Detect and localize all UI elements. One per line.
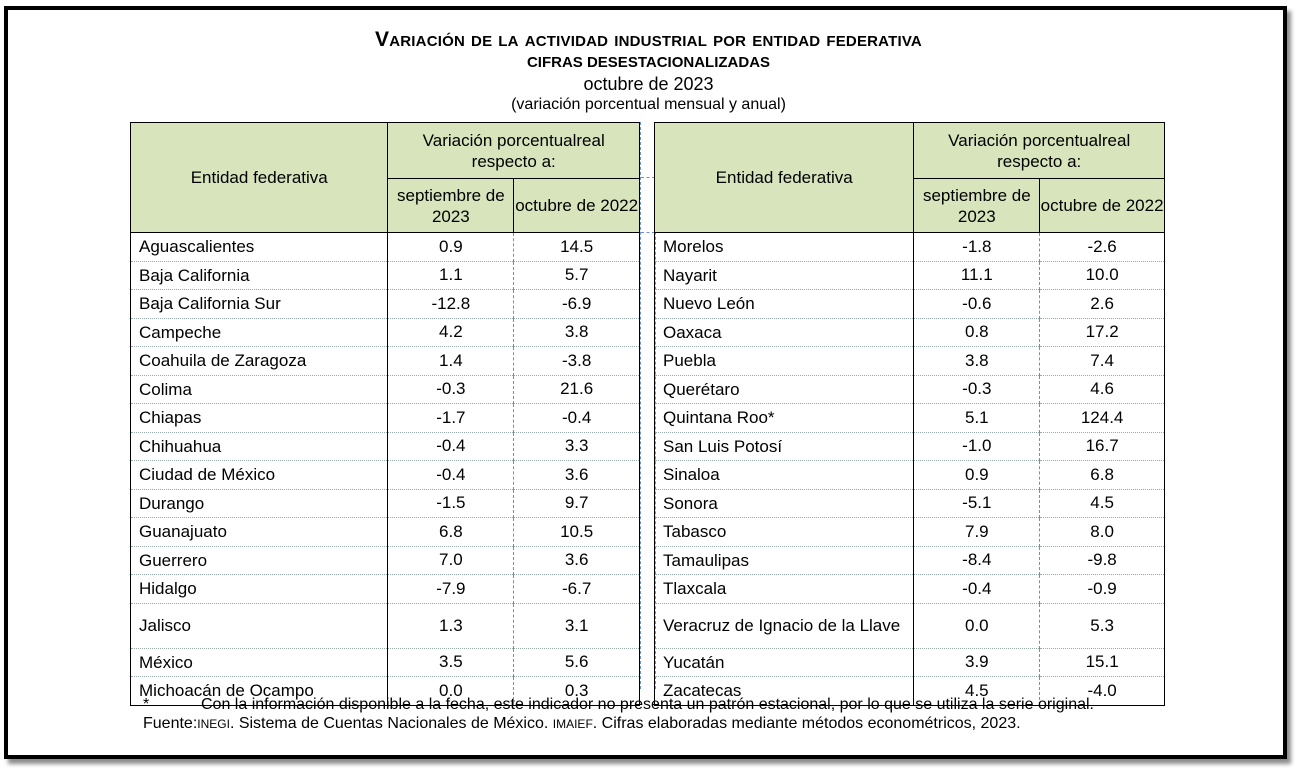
monthly-value: -1.8 [914, 233, 1040, 262]
table-row [655, 404, 1165, 433]
entity-name: Tamaulipas [655, 546, 914, 575]
monthly-value: 6.8 [388, 518, 514, 547]
monthly-value: -1.5 [388, 489, 514, 518]
annual-value: -4.0 [1040, 677, 1165, 706]
entity-name: Ciudad de México [131, 461, 388, 490]
entity-name: Baja California [131, 261, 388, 290]
annual-value: 4.5 [1040, 489, 1165, 518]
monthly-value: 4.2 [388, 318, 514, 347]
left-table [130, 122, 640, 706]
table-row [655, 518, 1165, 547]
table-row [655, 261, 1165, 290]
table-row [655, 347, 1165, 376]
entity-name: Yucatán [655, 648, 914, 677]
table-row [131, 290, 640, 319]
annual-value: 15.1 [1040, 648, 1165, 677]
entity-name: Coahuila de Zaragoza [131, 347, 388, 376]
monthly-value: -1.0 [914, 432, 1040, 461]
table-row [655, 290, 1165, 319]
monthly-value: 4.5 [914, 677, 1040, 706]
table-row [131, 261, 640, 290]
monthly-value: -7.9 [388, 575, 514, 604]
annual-value: 17.2 [1040, 318, 1165, 347]
annual-value: 3.8 [514, 318, 640, 347]
annual-header: octubre de 2022 [514, 179, 640, 233]
entity-name: Guerrero [131, 546, 388, 575]
entity-name: Nuevo León [655, 290, 914, 319]
annual-value: 7.4 [1040, 347, 1165, 376]
monthly-value: -5.1 [914, 489, 1040, 518]
monthly-header: septiembre de 2023 [914, 179, 1040, 233]
annual-value: 10.0 [1040, 261, 1165, 290]
table-units: (variación porcentual mensual y anual) [511, 96, 786, 113]
annual-header: octubre de 2022 [1040, 179, 1165, 233]
monthly-value: -0.4 [914, 575, 1040, 604]
annual-value: -6.9 [514, 290, 640, 319]
table-row [655, 546, 1165, 575]
monthly-value: -0.4 [388, 461, 514, 490]
source-text: . Sistema de Cuentas Nacionales de México. [229, 715, 553, 732]
entity-name: Guanajuato [131, 518, 388, 547]
table-row [655, 318, 1165, 347]
table-row [131, 518, 640, 547]
annual-value: 3.6 [514, 546, 640, 575]
entity-name: Chiapas [131, 404, 388, 433]
monthly-value: 3.8 [914, 347, 1040, 376]
annual-value: 124.4 [1040, 404, 1165, 433]
table-row [131, 432, 640, 461]
table-row [131, 575, 640, 604]
monthly-value: -0.6 [914, 290, 1040, 319]
monthly-value: 5.1 [914, 404, 1040, 433]
annual-value: 3.3 [514, 432, 640, 461]
entity-name: San Luis Potosí [655, 432, 914, 461]
table-row [131, 603, 640, 648]
table-row [655, 648, 1165, 677]
monthly-value: 7.0 [388, 546, 514, 575]
monthly-value: 0.0 [388, 677, 514, 706]
annual-value: -0.4 [514, 404, 640, 433]
annual-value: 6.8 [1040, 461, 1165, 490]
annual-value: 5.6 [514, 648, 640, 677]
table-row [131, 489, 640, 518]
entity-name: Aguascalientes [131, 233, 388, 262]
monthly-value: -0.3 [388, 375, 514, 404]
table-row [655, 575, 1165, 604]
footnote-text: Con la información disponible a la fecha, este indicador no presenta un patrón estacional, por lo que se utiliza la serie original. [201, 696, 1094, 713]
entity-name: Zacatecas [655, 677, 914, 706]
annual-value: 3.1 [514, 603, 640, 648]
entity-name: Querétaro [655, 375, 914, 404]
monthly-value: 1.4 [388, 347, 514, 376]
table-title: Variación de la actividad industrial por entidad federativa [375, 28, 922, 51]
entity-name: Sinaloa [655, 461, 914, 490]
entity-header: Entidad federativa [131, 123, 388, 233]
annual-value: 10.5 [514, 518, 640, 547]
monthly-value: -1.7 [388, 404, 514, 433]
entity-name: Colima [131, 375, 388, 404]
monthly-value: -0.4 [388, 432, 514, 461]
table-row [131, 648, 640, 677]
table-row [131, 318, 640, 347]
annual-value: 8.0 [1040, 518, 1165, 547]
right-table [654, 122, 1165, 706]
table-notes [143, 695, 1094, 734]
entity-name: Sonora [655, 489, 914, 518]
source-org: INEGI [197, 717, 230, 731]
entity-name: Tlaxcala [655, 575, 914, 604]
table-row [655, 233, 1165, 262]
annual-value: 2.6 [1040, 290, 1165, 319]
entity-header: Entidad federativa [655, 123, 914, 233]
table-row [655, 432, 1165, 461]
monthly-value: -12.8 [388, 290, 514, 319]
entity-name: Michoacán de Ocampo [131, 677, 388, 706]
entity-name: Durango [131, 489, 388, 518]
table-row [655, 461, 1165, 490]
entity-name: Hidalgo [131, 575, 388, 604]
table-row [655, 375, 1165, 404]
footnote-marker: * [143, 696, 150, 713]
annual-value: 0.3 [514, 677, 640, 706]
monthly-value: 0.8 [914, 318, 1040, 347]
table-row [131, 404, 640, 433]
monthly-value: -8.4 [914, 546, 1040, 575]
entity-name: Campeche [131, 318, 388, 347]
monthly-value: 1.1 [388, 261, 514, 290]
table-row [131, 347, 640, 376]
entity-name: Tabasco [655, 518, 914, 547]
entity-name: Nayarit [655, 261, 914, 290]
source-text-end: . Cifras elaboradas mediante métodos econométricos, 2023. [592, 715, 1021, 732]
entity-name: Jalisco [131, 603, 388, 648]
monthly-value: 0.0 [914, 603, 1040, 648]
entity-name: Quintana Roo* [655, 404, 914, 433]
monthly-value: 0.9 [914, 461, 1040, 490]
annual-value: -9.8 [1040, 546, 1165, 575]
monthly-value: 3.5 [388, 648, 514, 677]
monthly-value: -0.3 [914, 375, 1040, 404]
table-subtitle: CIFRAS DESESTACIONALIZADAS [526, 54, 771, 71]
table-row [655, 489, 1165, 518]
entity-name: México [131, 648, 388, 677]
annual-value: 5.3 [1040, 603, 1165, 648]
source-label: Fuente: [143, 715, 198, 732]
table-row [131, 375, 640, 404]
annual-value: 5.7 [514, 261, 640, 290]
monthly-value: 11.1 [914, 261, 1040, 290]
annual-value: -3.8 [514, 347, 640, 376]
entity-name: Puebla [655, 347, 914, 376]
table-row [131, 233, 640, 262]
title-block [0, 27, 1297, 115]
monthly-header: septiembre de 2023 [388, 179, 514, 233]
table-row [131, 461, 640, 490]
table-row [655, 603, 1165, 648]
entity-name: Chihuahua [131, 432, 388, 461]
monthly-value: 3.9 [914, 648, 1040, 677]
annual-value: 3.6 [514, 461, 640, 490]
variation-header: Variación porcentualreal respecto a: [388, 123, 640, 179]
entity-name: Veracruz de Ignacio de la Llave [655, 603, 914, 648]
annual-value: 16.7 [1040, 432, 1165, 461]
annual-value: 14.5 [514, 233, 640, 262]
entity-name: Morelos [655, 233, 914, 262]
footnote [143, 695, 1094, 714]
entity-name: Oaxaca [655, 318, 914, 347]
annual-value: 4.6 [1040, 375, 1165, 404]
table-period: octubre de 2023 [583, 74, 714, 94]
monthly-value: 1.3 [388, 603, 514, 648]
source-series: IMAIEF [552, 717, 593, 731]
annual-value: 21.6 [514, 375, 640, 404]
entity-name: Baja California Sur [131, 290, 388, 319]
annual-value: 9.7 [514, 489, 640, 518]
source-note [143, 714, 1094, 734]
monthly-value: 0.9 [388, 233, 514, 262]
variation-header: Variación porcentualreal respecto a: [914, 123, 1165, 179]
table-row [131, 546, 640, 575]
annual-value: -2.6 [1040, 233, 1165, 262]
annual-value: -6.7 [514, 575, 640, 604]
annual-value: -0.9 [1040, 575, 1165, 604]
monthly-value: 7.9 [914, 518, 1040, 547]
